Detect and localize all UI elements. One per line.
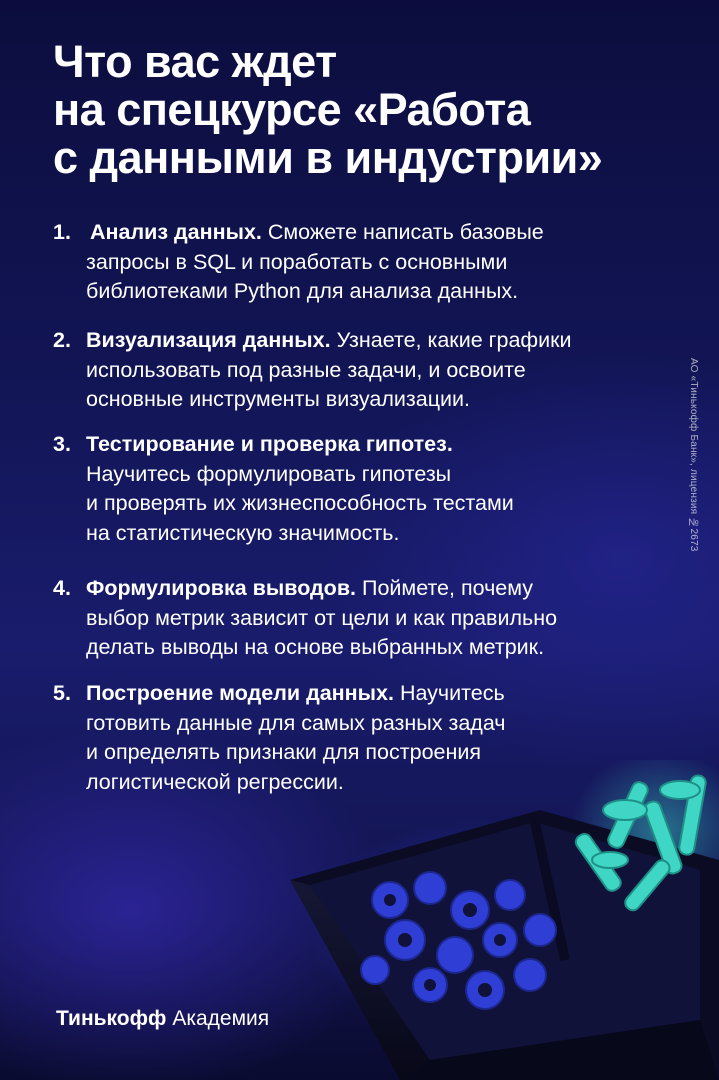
item-content bbox=[86, 430, 653, 548]
item-heading: Тестирование и проверка гипотез. bbox=[86, 432, 453, 456]
item-text: Научитесь формулировать гипотезы и проверять их жизнеспособность тестами на статистическую значимость. bbox=[86, 461, 514, 545]
list-item bbox=[53, 430, 653, 548]
brand-product: Академия bbox=[172, 1007, 270, 1030]
item-heading: Построение модели данных. bbox=[86, 681, 394, 705]
item-heading: Визуализация данных. bbox=[86, 328, 331, 352]
brand-logo bbox=[56, 1006, 269, 1032]
item-text: Научитесь готовить данные для самых разных задач и определять признаки для построения логистической регрессии. bbox=[86, 681, 506, 794]
page-title: Что вас ждет на спецкурсе «Работа с данными в индустрии» bbox=[53, 36, 603, 183]
item-content bbox=[86, 326, 653, 415]
item-heading: Анализ данных. bbox=[90, 220, 262, 244]
item-number: 4. bbox=[53, 576, 71, 600]
item-text: Узнаете, какие графики использовать под разные задачи, и освоите основные инструменты визуализации. bbox=[86, 328, 572, 411]
item-text: Поймете, почему выбор метрик зависит от цели и как правильно делать выводы на основе выбранных метрик. bbox=[86, 576, 558, 659]
item-number: 2. bbox=[53, 328, 71, 352]
brand-name: Тинькофф bbox=[56, 1007, 167, 1030]
list-item bbox=[53, 218, 653, 307]
list-item bbox=[53, 326, 653, 415]
item-heading: Формулировка выводов. bbox=[86, 576, 357, 600]
bolts-box-illustration bbox=[280, 760, 719, 1080]
item-text: Сможете написать базовые запросы в SQL и поработать с основными библиотеками Python для анализа данных. bbox=[86, 220, 544, 303]
item-number: 1. bbox=[53, 220, 71, 244]
list-item bbox=[53, 574, 653, 663]
item-content bbox=[86, 218, 653, 307]
item-content bbox=[86, 574, 653, 663]
item-number: 5. bbox=[53, 681, 71, 705]
license-notice: АО «Тинькофф Банк», лицензия №2673 bbox=[688, 358, 699, 552]
item-number: 3. bbox=[53, 432, 71, 456]
